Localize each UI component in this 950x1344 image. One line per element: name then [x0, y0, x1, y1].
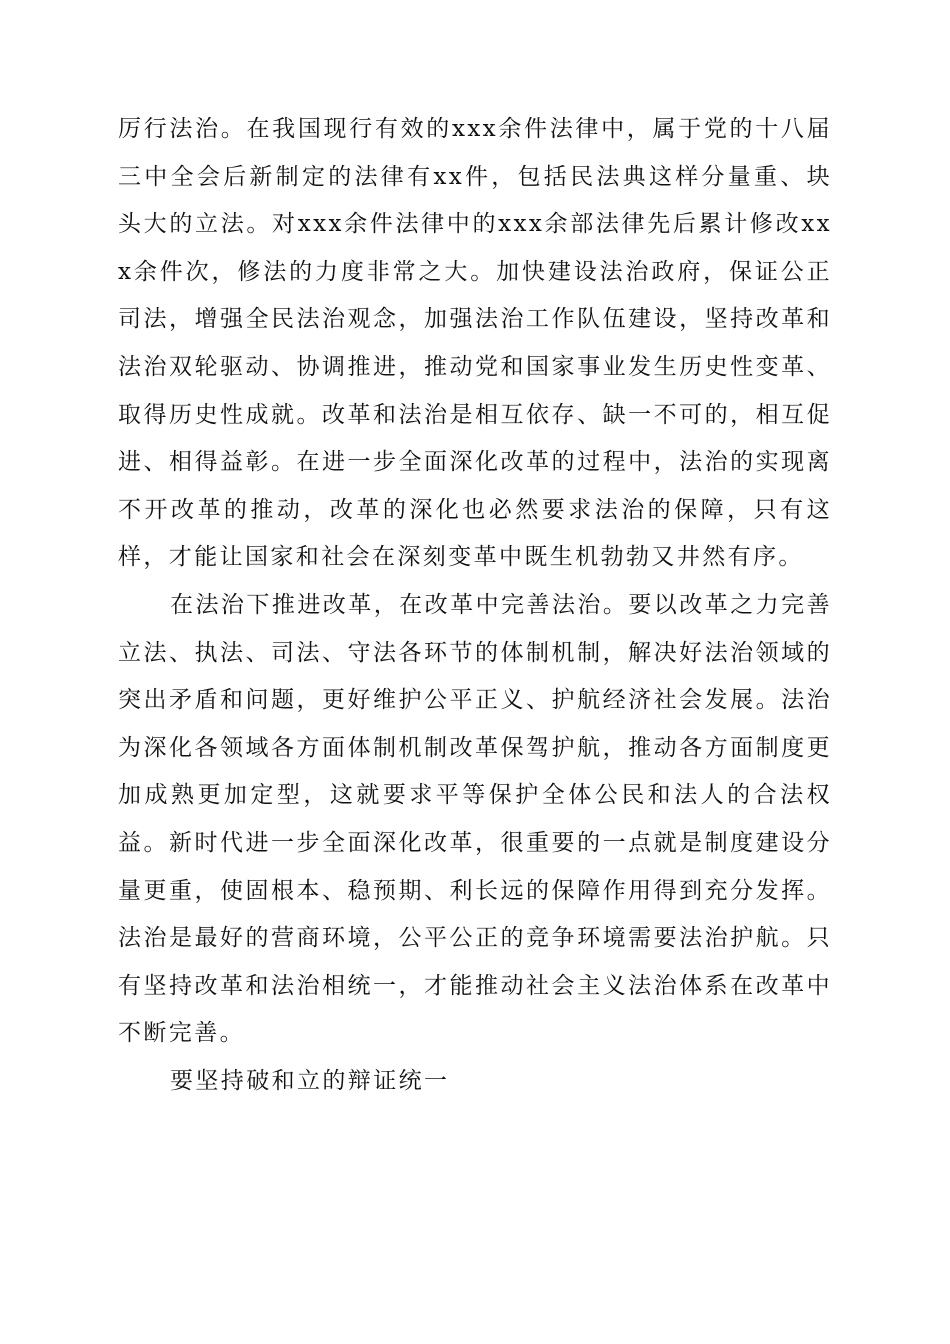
paragraph-3-heading: 要坚持破和立的辩证统一 [170, 1067, 450, 1094]
document-page [118, 106, 832, 1105]
paragraph-2: 在法治下推进改革，在改革中完善法治。要以改革之力完善立法、执法、司法、守法各环节的体制机制，解决好法治领域的突出矛盾和问题，更好维护公平正义、护航经济社会发展。法治为深化各领域各方面体制机制改革保驾护航，推动各方面制度更加成熟更加定型，这就要求平等保护全体公民和法人的合法权益。新时代进一步全面深化改革，很重要的一点就是制度建设分量更重，使固根本、稳预期、利长远的保障作用得到充分发挥。法治是最好的营商环境，公平公正的竞争环境需要法治护航。只有坚持改革和法治相统一，才能推动社会主义法治体系在改革中不断完善。 [118, 591, 832, 1047]
paragraph-1: 厉行法治。在我国现行有效的xxx余件法律中，属于党的十八届三中全会后新制定的法律有xx件，包括民法典这样分量重、块头大的立法。对xxx余件法律中的xxx余部法律先后累计修改xxx余件次，修法的力度非常之大。加快建设法治政府，保证公正司法，增强全民法治观念，加强法治工作队伍建设，坚持改革和法治双轮驱动、协调推进，推动党和国家事业发生历史性变革、取得历史性成就。改革和法治是相互依存、缺一不可的，相互促进、相得益彰。在进一步全面深化改革的过程中，法治的实现离不开改革的推动，改革的深化也必然要求法治的保障，只有这样，才能让国家和社会在深刻变革中既生机勃勃又井然有序。 [118, 116, 832, 571]
